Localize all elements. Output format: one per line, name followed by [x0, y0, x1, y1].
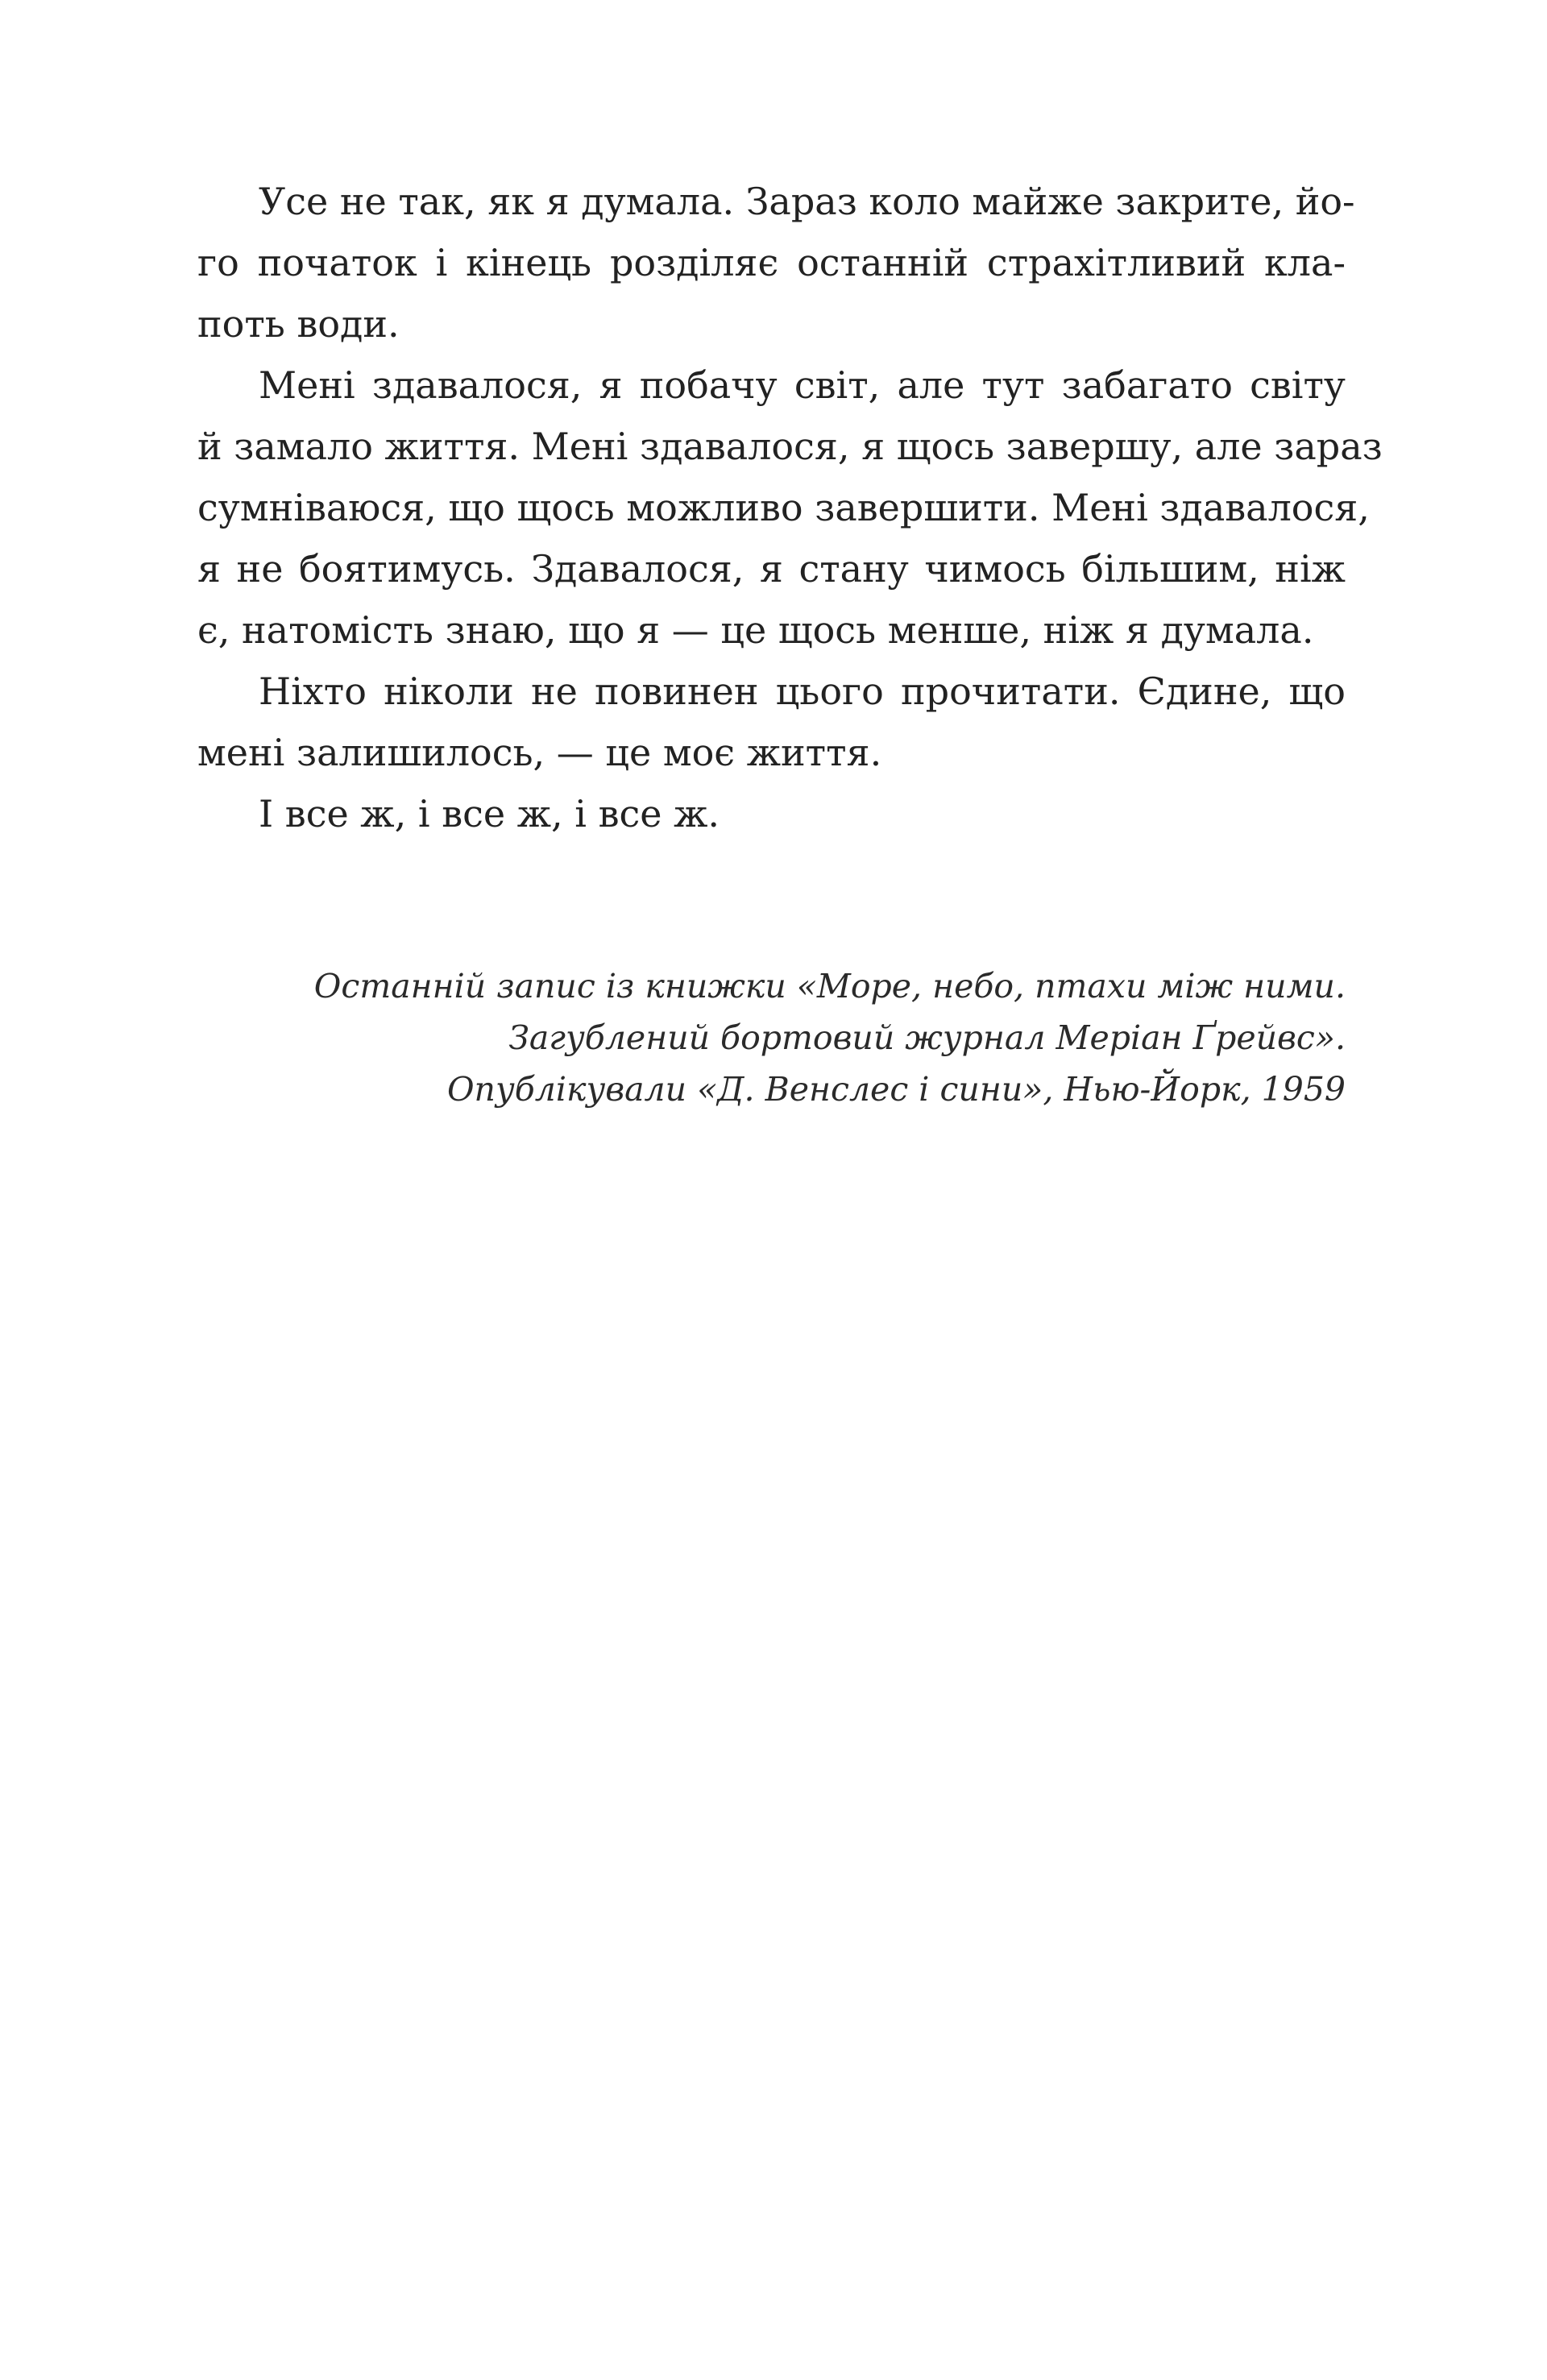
text-line: сумніваюся, що щось можливо завершити. Мені здавалося, — [197, 486, 1370, 529]
text-line: го початок і кінець розділяє останній страхітливий кла- — [197, 241, 1346, 284]
text-line: поть води. — [197, 302, 400, 346]
text-line: Ніхто ніколи не повинен цього прочитати. Єдине, що — [259, 670, 1346, 713]
paragraph-2 — [197, 355, 1383, 661]
attribution-line: Останній запис із книжки «Море, небо, птахи між ними. — [313, 967, 1346, 1005]
text-line: Усе не так, як я думала. Зараз коло майже закрите, йо- — [259, 180, 1355, 223]
text-line: мені залишилось, — це моє життя. — [197, 731, 882, 774]
text-line: я не боятимусь. Здавалося, я стану чимось більшим, ніж — [197, 547, 1346, 591]
text-line: й замало життя. Мені здавалося, я щось завершу, але зараз — [197, 425, 1383, 468]
paragraph-4 — [197, 783, 1346, 844]
text-line: І все ж, і все ж, і все ж. — [259, 792, 720, 835]
source-attribution — [218, 960, 1346, 1115]
text-line: Мені здавалося, я побачу світ, але тут забагато світу — [259, 363, 1346, 407]
main-text — [197, 171, 1383, 844]
attribution-line: Опублікували «Д. Венслес і сини», Нью-Йорк, 1959 — [446, 1070, 1346, 1109]
paragraph-3 — [197, 661, 1346, 783]
paragraph-1 — [197, 171, 1355, 355]
text-line: є, натомість знаю, що я — це щось менше, ніж я думала. — [197, 608, 1314, 652]
attribution-line: Загублений бортовий журнал Меріан Ґрейвс». — [508, 1018, 1346, 1057]
